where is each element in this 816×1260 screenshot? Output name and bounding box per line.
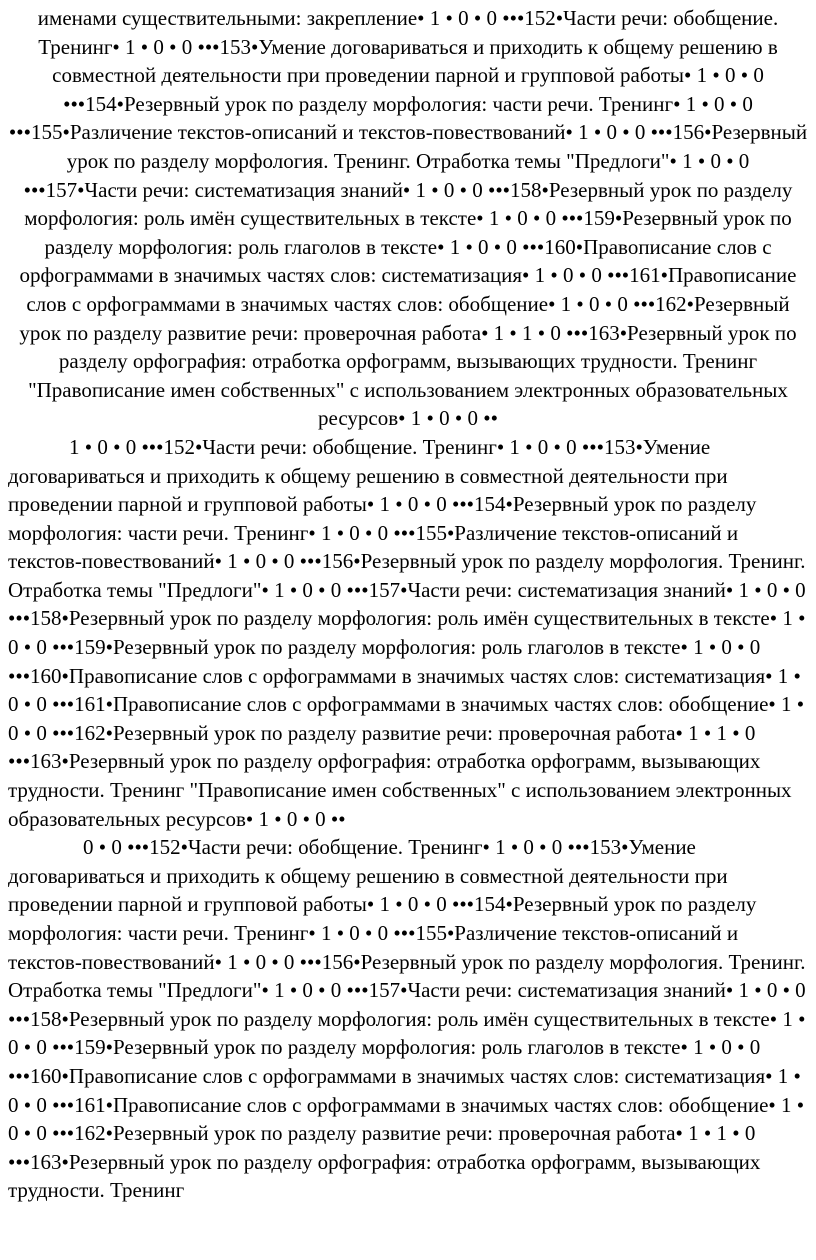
paragraph-lesson-list-2: 1 • 0 • 0 •••152•Части речи: обобщение. Тренинг• 1 • 0 • 0 •••153•Умение договариваться и приходить к общему решению в совместной деятельности при проведении парной и групповой работы• 1 • 0 • 0 •••154•Резервный урок по разделу морфология: части речи. Тренинг• 1 • 0 • 0 •••155•Различение текстов-описаний и текстов-повествований• 1 • 0 • 0 •••156•Резервный урок по разделу морфология. Тренинг. Отработка темы "Предлоги"• 1 • 0 • 0 •••157•Части речи: систематизация знаний• 1 • 0 • 0 •••158•Резервный урок по разделу морфология: роль имён существительных в тексте• 1 • 0 • 0 •••159•Резервный урок по разделу морфология: роль глаголов в тексте• 1 • 0 • 0 •••160•Правописание слов с орфограммами в значимых частях слов: систематизация• 1 • 0 • 0 •••161•Правописание слов с орфограммами в значимых частях слов: обобщение• 1 • 0 • 0 •••162•Резервный урок по разделу развитие речи: проверочная работа• 1 • 1 • 0 •••163•Резервный урок по разделу орфография: отработка орфограмм, вызывающих трудности. Тренинг "Правописание имен собственных" с использованием электронных образовательных ресурсов• 1 • 0 • 0 •• <box>8 434 806 831</box>
document-page <box>8 4 808 1205</box>
paragraph-lesson-list-3: 0 • 0 •••152•Части речи: обобщение. Тренинг• 1 • 0 • 0 •••153•Умение договариваться и приходить к общему решению в совместной деятельности при проведении парной и групповой работы• 1 • 0 • 0 •••154•Резервный урок по разделу морфология: части речи. Тренинг• 1 • 0 • 0 •••155•Различение текстов-описаний и текстов-повествований• 1 • 0 • 0 •••156•Резервный урок по разделу морфология. Тренинг. Отработка темы "Предлоги"• 1 • 0 • 0 •••157•Части речи: систематизация знаний• 1 • 0 • 0 •••158•Резервный урок по разделу морфология: роль имён существительных в тексте• 1 • 0 • 0 •••159•Резервный урок по разделу морфология: роль глаголов в тексте• 1 • 0 • 0 •••160•Правописание слов с орфограммами в значимых частях слов: систематизация• 1 • 0 • 0 •••161•Правописание слов с орфограммами в значимых частях слов: обобщение• 1 • 0 • 0 •••162•Резервный урок по разделу развитие речи: проверочная работа• 1 • 1 • 0 •••163•Резервный урок по разделу орфография: отработка орфограмм, вызывающих трудности. Тренинг <box>8 835 806 1203</box>
paragraph-lesson-list-1: именами существительными: закрепление• 1 • 0 • 0 •••152•Части речи: обобщение. Тренинг• 1 • 0 • 0 •••153•Умение договариваться и приходить к общему решению в совместной деятельности при проведении парной и групповой работы• 1 • 0 • 0 •••154•Резервный урок по разделу морфология: части речи. Тренинг• 1 • 0 • 0 •••155•Различение текстов-описаний и текстов-повествований• 1 • 0 • 0 •••156•Резервный урок по разделу морфология. Тренинг. Отработка темы "Предлоги"• 1 • 0 • 0 •••157•Части речи: систематизация знаний• 1 • 0 • 0 •••158•Резервный урок по разделу морфология: роль имён существительных в тексте• 1 • 0 • 0 •••159•Резервный урок по разделу морфология: роль глаголов в тексте• 1 • 0 • 0 •••160•Правописание слов с орфограммами в значимых частях слов: систематизация• 1 • 0 • 0 •••161•Правописание слов с орфограммами в значимых частях слов: обобщение• 1 • 0 • 0 •••162•Резервный урок по разделу развитие речи: проверочная работа• 1 • 1 • 0 •••163•Резервный урок по разделу орфография: отработка орфограмм, вызывающих трудности. Тренинг "Правописание имен собственных" с использованием электронных образовательных ресурсов• 1 • 0 • 0 •• <box>8 6 808 431</box>
